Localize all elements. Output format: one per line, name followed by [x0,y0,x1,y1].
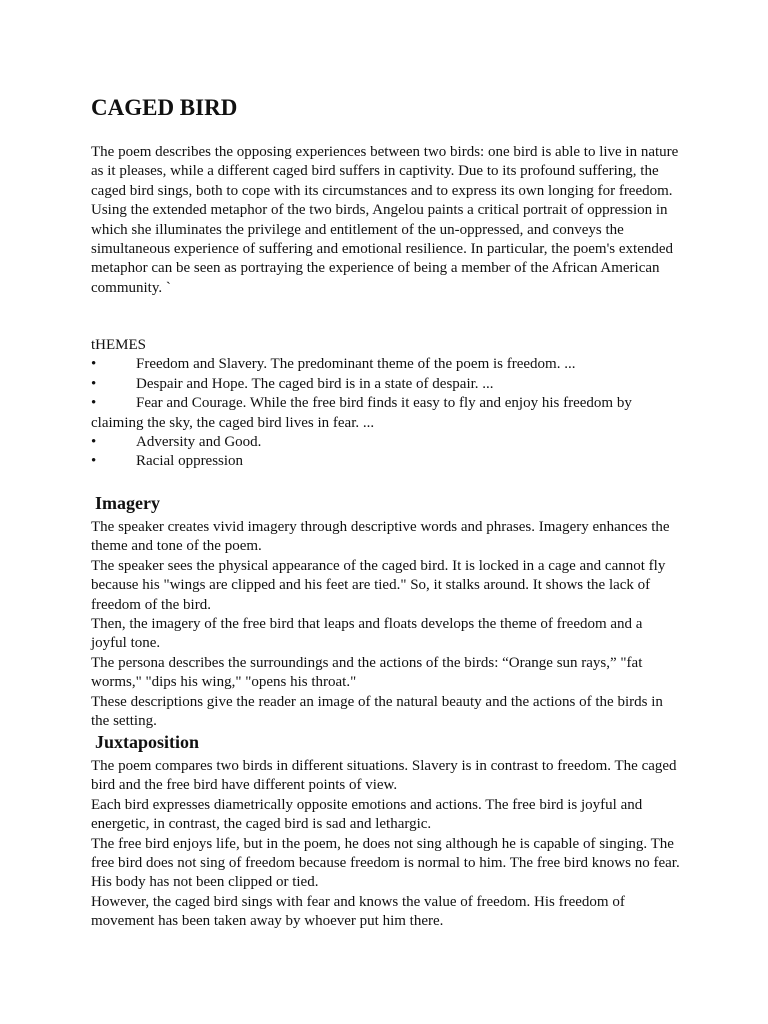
bullet-icon: • [91,356,97,373]
intro-paragraph: The poem describes the opposing experiences between two birds: one bird is able to live in nature as it pleases, while a different caged bird suffers in captivity. Due to its profound suffering, the caged bird sings, both to cope with its circumstances and to express its own longing for freedom. Using the extended metaphor of the two birds, Angelou paints a critical portrait of oppression in which she illuminates the privilege and entitlement of the un-oppressed, and conveys the simultaneous experience of suffering and emotional resilience. In particular, the poem's extended metaphor can be seen as portraying the experience of being a member of the African American community. ` [91,144,679,296]
juxtaposition-paragraph: Each bird expresses diametrically opposite emotions and actions. The free bird is joyful and energetic, in contrast, the caged bird is sad and lethargic. [91,796,643,833]
bullet-icon: • [91,453,97,470]
juxtaposition-paragraph: The free bird enjoys life, but in the poem, he does not sing although he is capable of singing. The free bird does not sing of freedom because freedom is normal to him. The free bird knows no fear. His body has not been clipped or tied. [91,835,680,891]
theme-item [91,375,681,394]
theme-item-text: Fear and Courage. While the free bird finds it easy to fly and enjoy his freedom by claiming the sky, the caged bird lives in fear. ... [91,395,632,431]
theme-item [91,452,681,471]
imagery-paragraph: The persona describes the surroundings and the actions of the birds: “Orange sun rays,” "fat worms," "dips his wing," "opens his throat." [91,654,643,691]
theme-item [91,355,681,374]
imagery-section [91,492,681,731]
theme-item [91,394,681,433]
juxtaposition-paragraph: However, the caged bird sings with fear and knows the value of freedom. His freedom of movement has been taken away by whoever put him there. [91,893,625,930]
juxtaposition-section [91,731,681,932]
imagery-heading: Imagery [95,493,160,513]
juxtaposition-heading: Juxtaposition [95,732,200,752]
imagery-paragraph: The speaker sees the physical appearance of the caged bird. It is locked in a cage and cannot fly because his "wings are clipped and his feet are tied." So, it stalks around. It shows the lack of freedom of the bird. [91,557,666,613]
theme-item [91,433,681,452]
juxtaposition-paragraph: The poem compares two birds in different situations. Slavery is in contrast to freedom. The caged bird and the free bird have different points of view. [91,758,677,794]
theme-item-text: Racial oppression [136,453,244,470]
themes-section [91,336,681,472]
bullet-icon: • [91,375,97,392]
bullet-icon: • [91,395,97,412]
bullet-icon: • [91,434,97,451]
theme-item-text: Adversity and Good. [136,434,262,451]
document-title: CAGED BIRD [91,95,238,120]
imagery-paragraph: Then, the imagery of the free bird that leaps and floats develops the theme of freedom and a joyful tone. [91,616,643,652]
theme-item-text: Freedom and Slavery. The predominant theme of the poem is freedom. ... [136,356,576,373]
theme-item-text: Despair and Hope. The caged bird is in a state of despair. ... [136,375,494,392]
imagery-paragraph: These descriptions give the reader an image of the natural beauty and the actions of the birds in the setting. [91,693,663,730]
themes-heading: tHEMES [91,337,147,353]
imagery-paragraph: The speaker creates vivid imagery through descriptive words and phrases. Imagery enhances the theme and tone of the poem. [91,519,670,555]
